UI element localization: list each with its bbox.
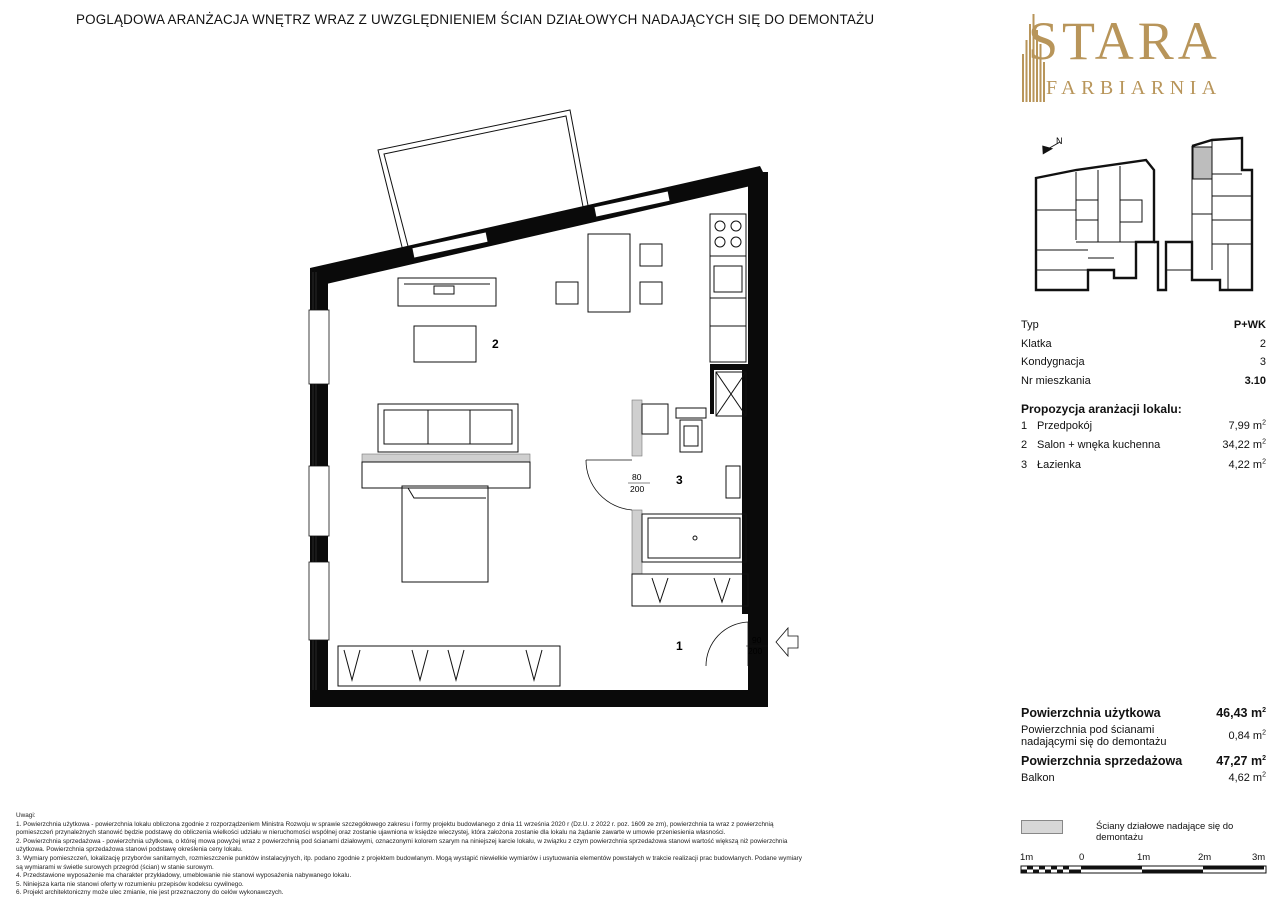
room-list bbox=[1021, 416, 1266, 475]
door-bath-height: 200 bbox=[630, 484, 645, 494]
room-name: Salon + wnęka kuchenna bbox=[1037, 439, 1161, 452]
logo-text-sub: FARBIARNIA bbox=[1046, 77, 1222, 99]
scale-graphic bbox=[1020, 865, 1268, 875]
list-item bbox=[1021, 416, 1266, 436]
door-bath-width: 80 bbox=[632, 472, 642, 482]
demountable-walls bbox=[362, 400, 645, 574]
left-windows bbox=[309, 310, 329, 640]
notes-line: 5. Niniejsza karta nie stanowi oferty w rozumieniu przepisów kodeksu cywilnego. bbox=[16, 880, 244, 888]
sale-area-row: Powierzchnia sprzedażowa 47,27 $m^2$ bbox=[1021, 754, 1266, 768]
notes-line: są wymiarami w świetle surowych przegród (ścian) w stanie surowym. bbox=[16, 863, 214, 871]
info-label: Typ bbox=[1021, 319, 1039, 332]
info-row-stair bbox=[1021, 335, 1266, 354]
notes-title: Uwagi: bbox=[16, 812, 36, 819]
north-label: N bbox=[1056, 136, 1063, 146]
notes-line: 6. Projekt architektoniczny może ulec zmianie, nie jest przeznaczony do celów wykonawczych. bbox=[16, 889, 284, 897]
usable-area-row: Powierzchnia użytkowa 46,43 $m^2$ bbox=[1021, 706, 1266, 720]
info-value: 3.10 bbox=[1244, 374, 1266, 387]
room-area: 4,22 $m^2$ bbox=[1228, 458, 1266, 471]
area-summary bbox=[1021, 704, 1266, 784]
room-name: Łazienka bbox=[1037, 458, 1082, 471]
coffee-table bbox=[414, 326, 476, 362]
list-item bbox=[1021, 455, 1266, 475]
door-entry-height: 200 bbox=[748, 646, 763, 656]
notes-line: 1. Powierzchnia użytkowa - powierzchnia lokalu obliczona zgodnie z rozporządzeniem Ministra Rozwoju w sprawie szczegółowego zakresu i formy projektu budowlanego z dnia 11 września 2020 r (Dz.U. z 2022 r. poz. 1609 ze zm), powierzchnia ta wraz z powierzchnią bbox=[16, 820, 774, 828]
info-value: 2 bbox=[1259, 337, 1266, 350]
room-name: Przedpokój bbox=[1037, 419, 1093, 432]
kitchen bbox=[710, 214, 746, 416]
sofa bbox=[378, 404, 518, 452]
info-row-number bbox=[1021, 372, 1266, 391]
notes-line: 2. Powierzchnia sprzedażowa - powierzchnia użytkowa, o której mowa powyżej wraz z powierzchnią pod ścianami działowymi, oznaczonymi kolorem szarym na niniejszej karcie lokalu, w związku z czym powierzchnia sprzedażowa stanowi wartość większą niż powierzchnia bbox=[16, 837, 788, 845]
notes-line: 4. Przedstawione wyposażenie ma charakter przykładowy, umeblowanie nie stanowi wyposażenia nabywanego lokalu. bbox=[16, 872, 352, 880]
tv-unit bbox=[398, 278, 496, 306]
info-value: 3 bbox=[1259, 356, 1266, 369]
walls-area-row: Powierzchnia pod ścianami nadającymi się do demontażu 0,84 $m^2$ bbox=[1021, 724, 1266, 748]
page-title: POGLĄDOWA ARANŻACJA WNĘTRZ WRAZ Z UWZGLĘDNIENIEM ŚCIAN DZIAŁOWYCH NADAJĄCYCH SIĘ DO DEMONTAŻU bbox=[76, 12, 875, 27]
info-label: Klatka bbox=[1021, 337, 1052, 350]
scale-label: 3m bbox=[1252, 852, 1266, 863]
scale-label: 1m bbox=[1137, 852, 1151, 863]
wardrobe-entry bbox=[338, 646, 560, 686]
apartment-info bbox=[1021, 316, 1266, 390]
room-number: 2 bbox=[1021, 439, 1028, 452]
bed bbox=[362, 462, 530, 582]
scale-label: 1m bbox=[1020, 852, 1034, 863]
floor-plan bbox=[300, 100, 800, 710]
room-number: 1 bbox=[1021, 419, 1028, 432]
logo-text-main: STARA bbox=[1028, 11, 1221, 71]
info-value: P+WK bbox=[1233, 319, 1266, 332]
door-entry bbox=[706, 622, 748, 666]
key-plan-highlight bbox=[1193, 147, 1212, 179]
scale-bar bbox=[1020, 852, 1268, 876]
balcony-area-row: Balkon 4,62 $m^2$ bbox=[1021, 771, 1266, 784]
info-row-type bbox=[1021, 316, 1266, 335]
key-plan bbox=[1016, 130, 1272, 305]
room-label-1: 1 bbox=[676, 639, 683, 653]
info-label: Kondygnacja bbox=[1021, 356, 1085, 369]
list-item bbox=[1021, 436, 1266, 456]
dining-table bbox=[556, 234, 662, 312]
wardrobe-bath bbox=[632, 574, 748, 606]
scale-label: 2m bbox=[1198, 852, 1212, 863]
room-label-3: 3 bbox=[676, 473, 683, 487]
outer-walls bbox=[310, 166, 768, 707]
door-bath bbox=[586, 460, 632, 510]
notes bbox=[16, 812, 986, 898]
entry-arrow-icon bbox=[776, 628, 798, 656]
info-label: Nr mieszkania bbox=[1021, 374, 1091, 387]
legend-text: Ściany działowe nadające się do demontażu bbox=[1096, 821, 1234, 843]
bathroom bbox=[642, 404, 746, 562]
proposal-title: Propozycja aranżacji lokalu: bbox=[1021, 402, 1182, 416]
notes-line: pomieszczeń przynależnych stanowić będzie podstawę do obliczenia wielkości udziału w nieruchomości wspólnej oraz zostanie ujawniona w księdze wieczystej, która założona zostanie dla lokalu na żądanie zawarte w umowie przeniesienia własności. bbox=[16, 829, 726, 837]
room-area: 34,22 $m^2$ bbox=[1222, 438, 1266, 452]
room-number: 3 bbox=[1021, 458, 1028, 471]
door-entry-width: 90 bbox=[752, 635, 762, 645]
legend-swatch bbox=[1021, 820, 1063, 834]
notes-line: użytkowa. Powierzchnia sprzedażowa stanowi podstawę określenia ceny lokalu. bbox=[16, 846, 243, 854]
info-row-floor bbox=[1021, 353, 1266, 372]
notes-line: 3. Wymiary pomieszczeń, lokalizację przyborów sanitarnych, rozmieszczenie punktów instalacyjnych, itp. podano zgodnie z projektem budowlanym. Mogą wystąpić niewielkie wymiarów i usytuowania elementów powstałych w trakcie realizacji prac budowlanych. Podane wymiary bbox=[16, 854, 802, 862]
room-label-2: 2 bbox=[492, 337, 499, 351]
room-area: 7,99 $m^2$ bbox=[1228, 419, 1266, 432]
scale-label: 0 bbox=[1079, 852, 1085, 863]
